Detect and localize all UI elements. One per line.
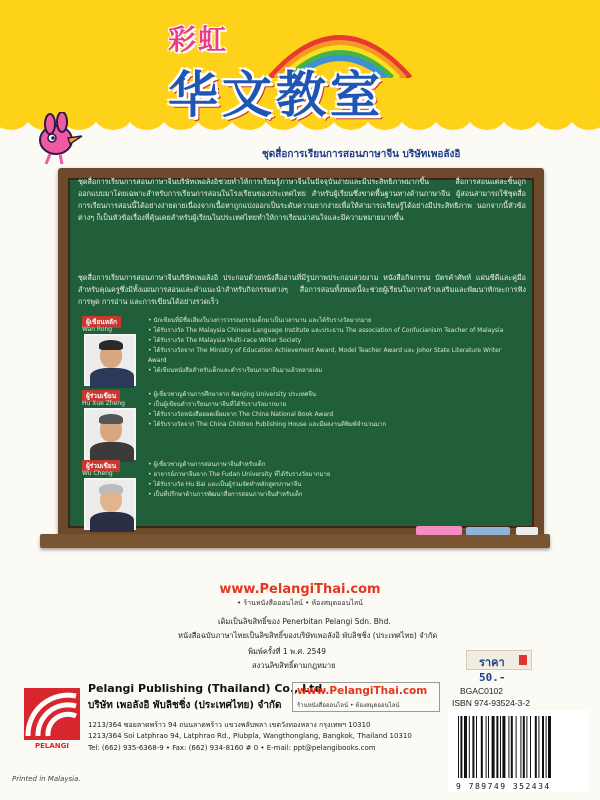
price-label: ราคา 50.- [479, 656, 506, 684]
bio-line: • เป็นผู้เขียนตำราเรียนภาษาจีนที่ได้รับรางวัลมากมาย [148, 401, 286, 408]
barcode-bar [508, 716, 509, 778]
author-photo [84, 408, 136, 460]
author-bio [148, 460, 518, 500]
address-english: 1213/364 Soi Latphrao 94, Latphrao Rd., Plubpla, Wangthonglang, Bangkok, Thailand 10310 [88, 732, 412, 740]
bio-line: • ได้รับรางวัลจาก The Ministry of Education Achievement Award, Model Teacher Award และ Johor State Literature Writer Award [148, 347, 502, 364]
bio-line: • ได้รับรางวัล The Malaysia Chinese Language Institute และประธาน The association of Confucianism Teacher of Malaysia [148, 327, 504, 334]
footer-url-sub: ร้านหนังสือออนไลน์ • ห้องสมุดออนไลน์ [297, 702, 400, 709]
bio-line: • นักเขียนที่มีชื่อเสียงในวงการวรรณกรรมเด็กมาเป็นเวลานาน และได้รับรางวัลมากมาย [148, 317, 372, 324]
barcode [448, 710, 588, 792]
author-role-tag: ผู้เขียนหลัก [82, 316, 121, 328]
author-name: Hu Xue Zheng [82, 400, 125, 407]
bio-line: • ได้รับรางวัลจาก The China Children Publishing House และมีผลงานตีพิมพ์จำนวนมาก [148, 421, 387, 428]
printed-in: Printed in Malaysia. [12, 775, 81, 783]
barcode-bar [458, 716, 459, 778]
author-photo [84, 334, 136, 386]
barcode-bar [469, 716, 470, 778]
barcode-bar [530, 716, 531, 778]
barcode-bar [516, 716, 517, 778]
barcode-bar [538, 716, 539, 778]
barcode-bar [535, 716, 537, 778]
barcode-bar [511, 716, 513, 778]
barcode-bar [520, 716, 521, 778]
barcode-bar [526, 716, 527, 778]
bio-line: • ได้รับรางวัลหนังสือยอดเยี่ยมจาก The China National Book Award [148, 411, 334, 418]
bio-line: • ได้รับรางวัล Hu Bai และเป็นผู้ร่วมจัดทำหลักสูตรภาษาจีน [148, 481, 302, 488]
barcode-bar [472, 716, 474, 778]
series-subtitle: ชุดสื่อการเรียนการสอนภาษาจีน บริษัทเพอลังอิ [262, 149, 461, 160]
author-photo [84, 478, 136, 530]
product-code: BGAC0102 [460, 686, 503, 696]
barcode-bar [546, 716, 547, 778]
barcode-bar [464, 716, 467, 778]
footer-url[interactable]: www.PelangiThai.com [297, 685, 428, 697]
barcode-bars [456, 716, 580, 780]
author-name: Wu Cheng [82, 470, 113, 477]
barcode-bar [488, 716, 489, 778]
website-tagline: • ร้านหนังสือออนไลน์ • ห้องสมุดออนไลน์ [237, 599, 363, 607]
barcode-bar [523, 716, 525, 778]
pelangi-logo [24, 688, 80, 752]
bio-line: • เป็นที่ปรึกษาด้านการพัฒนาสื่อการสอนภาษาจีนสำหรับเด็ก [148, 491, 303, 498]
publisher-name-en: Pelangi Publishing (Thailand) Co., Ltd. [88, 682, 327, 695]
series-title-main: 华文教室 [168, 66, 384, 124]
barcode-bar [492, 716, 495, 778]
rights-reserved: สงวนลิขสิทธิ์ตามกฎหมาย [252, 661, 336, 670]
logo-label: PELANGI [35, 742, 69, 750]
address-thai: 1213/364 ซอยลาดพร้าว 94 ถนนลาดพร้าว แขวงพลับพลา เขตวังทองหลาง กรุงเทพฯ 10310 [88, 721, 371, 729]
publisher-name-th: บริษัท เพอลังอิ พับลิชชิ่ง (ประเทศไทย) จำกัด [88, 700, 282, 711]
author-bio [148, 390, 518, 430]
bio-line: • ผู้เชี่ยวชาญด้านการศึกษาจาก Nanjing University ประเทศจีน [148, 391, 316, 398]
contact-info: Tel: (662) 935-6368-9 • Fax: (662) 934-8160 # 0 • E-mail: ppt@pelangibooks.com [88, 744, 376, 752]
isbn: ISBN 974-93524-3-2 [452, 698, 530, 708]
barcode-bar [476, 716, 477, 778]
barcode-bar [481, 716, 483, 778]
series-title-top: 彩虹 [168, 23, 229, 56]
pink-chalk [416, 526, 462, 535]
barcode-bar [502, 716, 505, 778]
barcode-bar [496, 716, 498, 778]
bio-line: • ผู้เชี่ยวชาญด้านการสอนภาษาจีนสำหรับเด็ก [148, 461, 266, 468]
author-bio [148, 316, 518, 376]
barcode-bar [548, 716, 551, 778]
blue-chalk [466, 527, 510, 535]
original-copyright: เดิมเป็นลิขสิทธิ์ของ Penerbitan Pelangi Sdn. Bhd. [218, 617, 391, 626]
logo-mark-icon [24, 688, 80, 740]
bio-line: • อาจารย์ภาษาจีนจาก The Fudan University ที่ได้รับรางวัลมากมาย [148, 471, 331, 478]
footer-url-box[interactable] [292, 682, 440, 712]
bird-mascot-icon [34, 112, 94, 172]
website-link[interactable]: www.PelangiThai.com [219, 582, 381, 597]
barcode-bar [486, 716, 487, 778]
barcode-bar [500, 716, 501, 778]
contents-paragraph: ชุดสื่อการเรียนการสอนภาษาจีนบริษัทเพอลังอิ ประกอบด้วยหนังสืออ่านที่มีรูปภาพประกอบสวยงาม หนังสือกิจกรรม บัตรคำศัพท์ แผ่นซีดีและคู่มือสำหรับคุณครูซึ่งมีทั้งแผนการสอนและคำแนะนำสำหรับกิจกรรมต่างๆ สื่อการสอนทั้งหมดนี้จะช่วยผู้เรียนในการสร้างเสริมและพัฒนาทักษะการฟัง การพูด การอ่าน และการเขียนได้อย่างรวดเร็ว [78, 273, 526, 306]
intro-paragraph: ชุดสื่อการเรียนการสอนภาษาจีนบริษัทเพอลังอิช่วยทำให้การเรียนรู้ภาษาจีนในปัจจุบันง่ายและมีประสิทธิภาพมากขึ้น สื่อการสอนแต่ละชิ้นถูกออกแบบมาโดยเฉพาะสำหรับการเรียนการสอนในโรงเรียนของประเทศไทย สำหรับผู้เรียนซึ่งขาดพื้นฐานทางด้านภาษาจีน ผู้สอนสามารถใช้ชุดสื่อการเรียนการสอนนี้ได้อย่างง่ายดายเนื่องจากเนื้อหาถูกแบ่งออกเป็นระดับความยากง่ายเพื่อให้สามารถเรียนรู้ได้อย่างมีประสิทธิภาพ นอกจากนี้หัวข้อต่างๆ ก็เป็นหัวข้อเรื่องที่คุ้นเคยสำหรับผู้เรียนในประเทศไทยทำให้การเรียนน่าสนใจและมีความหมายมากขึ้น [78, 177, 526, 222]
chalkboard-ledge [40, 534, 550, 548]
author-role-tag: ผู้ร่วมเขียน [82, 460, 120, 472]
price-sticker [466, 650, 532, 684]
barcode-bar [460, 716, 462, 778]
white-chalk [516, 527, 538, 535]
barcode-digits: 9 789749 352434 [456, 782, 551, 791]
thai-copyright: หนังสือฉบับภาษาไทยเป็นลิขสิทธิ์ของบริษัทเพอลังอิ พับลิชชิ่ง (ประเทศไทย) จำกัด [178, 631, 438, 640]
bio-line: • ได้รับรางวัล The Malaysia Multi-race Writer Society [148, 337, 302, 344]
barcode-bar [542, 716, 544, 778]
printing-edition: พิมพ์ครั้งที่ 1 พ.ศ. 2549 [248, 647, 326, 656]
author-role-tag: ผู้ร่วมเขียน [82, 390, 120, 402]
bio-line: • ได้เขียนหนังสือสำหรับเด็กและตำราเรียนภาษาจีนมาแล้วหลายเล่ม [148, 367, 323, 374]
author-name: Wan Rong [82, 326, 113, 333]
